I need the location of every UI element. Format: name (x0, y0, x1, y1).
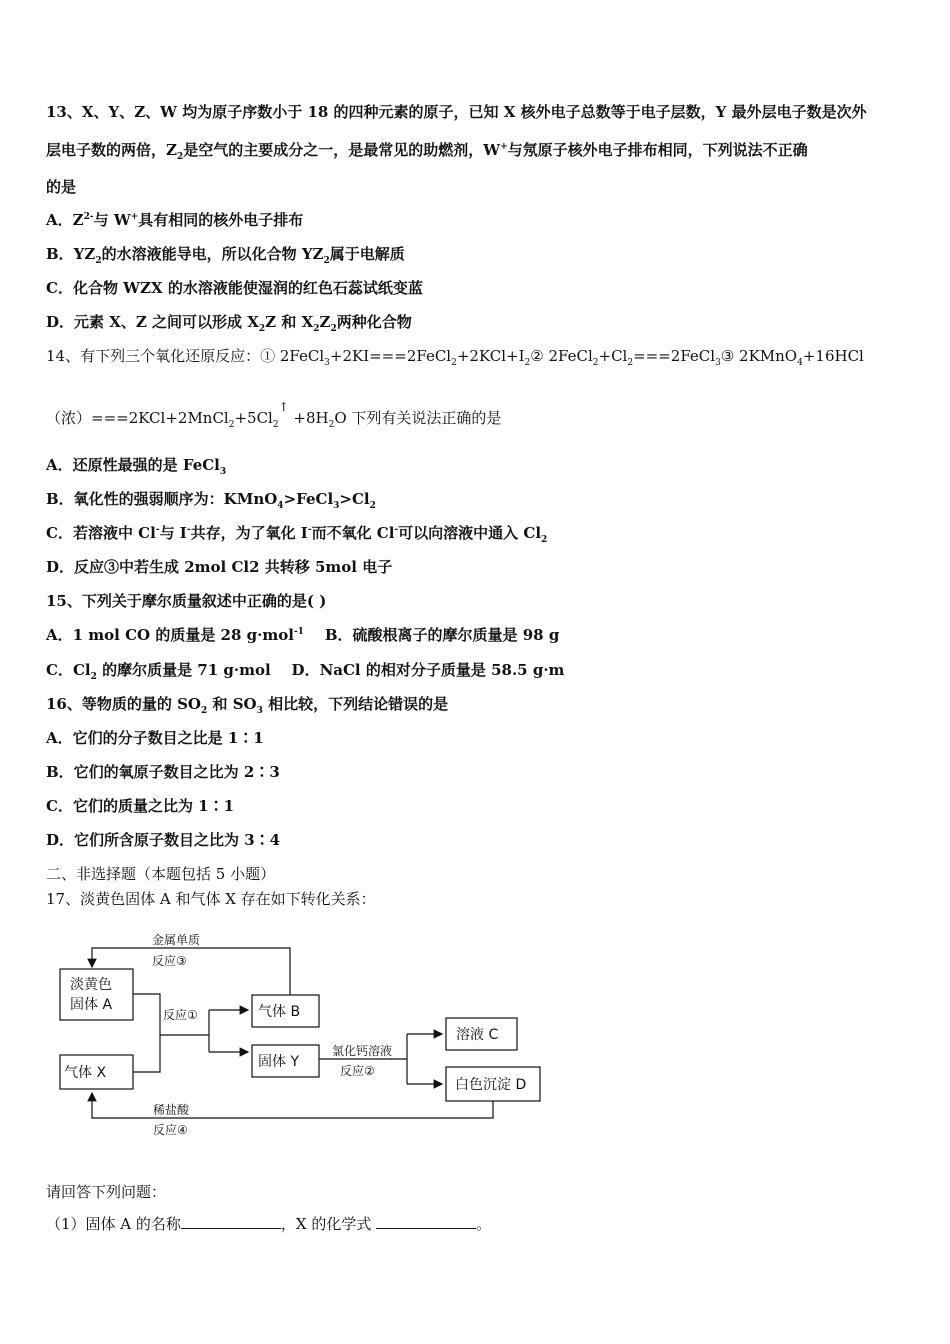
section-heading: 二、非选择题（本题包括 5 小题） (46, 865, 276, 883)
q13-option-d: D．元素 X、Z 之间可以形成 $X_2Z$ 和 $X_2Z_2$两种化合物 (46, 313, 412, 334)
label-metal: 金属单质 (152, 933, 201, 947)
box-a-label-1: 淡黄色 (70, 977, 112, 993)
q15-options-cd: C．$Cl_2$ 的摩尔质量是 71 g·mol D．NaCl 的相对分子质量是 58.5 g·m (46, 661, 565, 682)
label-reaction-1: 反应① (163, 1008, 198, 1022)
label-reaction-3: 反应③ (152, 954, 187, 968)
q17-stem: 17、淡黄色固体 A 和气体 X 存在如下转化关系： (46, 890, 376, 908)
q17-sub-1: （1）固体 A 的名称 ，X 的化学式 。 (46, 1215, 492, 1233)
answer-blank-formula[interactable] (376, 1214, 476, 1229)
label-reaction-4: 反应④ (153, 1123, 188, 1137)
box-d-label: 白色沉淀 D (455, 1077, 527, 1093)
box-c-label: 溶液 C (456, 1027, 499, 1043)
q13-option-a: A．$Z^{2-}$与 W+具有相同的核外电子排布 (46, 211, 304, 229)
q16-option-a: A．它们的分子数目之比是 1∶1 (46, 729, 264, 747)
q14-option-a: A．还原性最强的是 FeCl$_3$ (46, 456, 227, 477)
q16-stem: 16、等物质的量的 $SO_2$ 和 $SO_3$ 相比较，下列结论错误的是 (46, 695, 449, 716)
q17-prompt: 请回答下列问题： (46, 1183, 167, 1201)
box-y-label: 固体 Y (258, 1054, 300, 1070)
q13-option-c: C．化合物 WZX 的水溶液能使湿润的红色石蕊试纸变蓝 (46, 279, 423, 297)
q14-option-d: D．反应③中若生成 2mol Cl2 共转移 5mol 电子 (46, 558, 393, 576)
box-a-label-2: 固体 A (70, 997, 113, 1013)
q14-stem-line1: 14、有下列三个氧化还原反应：① $2FeCl_3+2KI===2FeCl_2+2KCl+I_2②$ $2FeCl_2+Cl_2===2FeCl_3③$ 2KMnO$_4$+16HCl (46, 347, 864, 368)
answer-blank-name[interactable] (181, 1214, 281, 1229)
label-cacl2: 氯化钙溶液 (332, 1044, 393, 1058)
q16-option-d: D．它们所含原子数目之比为 3∶4 (46, 831, 281, 849)
q13-stem-line2: 层电子数的两倍，$Z_2$是空气的主要成分之一，是最常见的助燃剂，W+与氖原子核外电子排布相同，下列说法不正确 (46, 141, 808, 162)
box-x-label: 气体 X (64, 1065, 107, 1081)
q13-stem-line3: 的是 (46, 178, 77, 196)
label-reaction-2: 反应② (340, 1064, 375, 1078)
label-hcl: 稀盐酸 (153, 1103, 190, 1117)
q14-option-b: B．氧化性的强弱顺序为：$KMnO_4>FeCl_3>Cl_2$ (46, 490, 376, 511)
q13-stem-line1: 13、X、Y、Z、W 均为原子序数小于 18 的四种元素的原子，已知 X 核外电子总数等于电子层数，Y 最外层电子数是次外 (46, 103, 867, 121)
q15-stem: 15、下列关于摩尔质量叙述中正确的是( ) (46, 592, 327, 610)
q16-option-b: B．它们的氧原子数目之比为 2∶3 (46, 763, 280, 781)
box-b-label: 气体 B (258, 1004, 301, 1020)
q17-flow-diagram (0, 925, 950, 1140)
q13-option-b: B．$YZ_2$的水溶液能导电，所以化合物 $YZ_2$属于电解质 (46, 245, 405, 266)
q16-option-c: C．它们的质量之比为 1∶1 (46, 797, 235, 815)
q14-stem-line2: （浓）$===2KCl+2MnCl_2+5Cl_2^↑ +8H_2O$ 下列有关说法正确的是 (46, 400, 502, 430)
q15-options-ab: A．1 mol CO 的质量是 28 g·mol$^{-1}$ B．硫酸根离子的摩尔质量是 98 g (46, 626, 560, 644)
q14-option-c: C．若溶液中 Cl-与 I-共存，为了氧化 I-而不氧化 Cl-可以向溶液中通入 $Cl_2$ (46, 524, 548, 545)
